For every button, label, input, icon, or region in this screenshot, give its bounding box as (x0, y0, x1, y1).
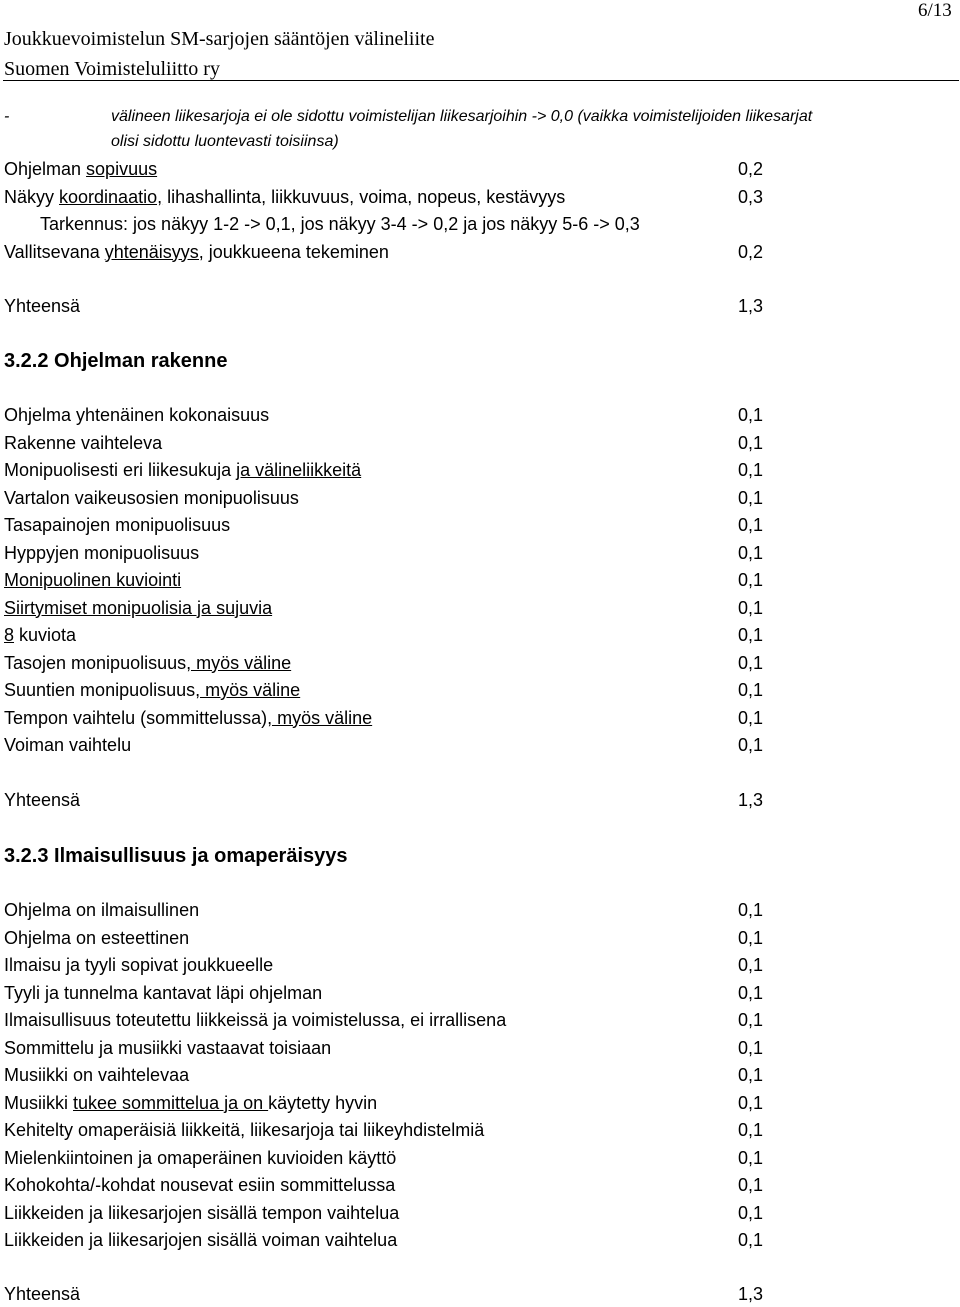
criterion-text: kuviota (14, 625, 77, 645)
criterion-label (4, 927, 189, 949)
criterion-score: 0,1 (738, 570, 764, 590)
criterion-label (4, 1174, 395, 1196)
criterion-text: Vallitsevana (4, 241, 105, 262)
criterion-label (4, 1009, 506, 1031)
criterion-score: 0,1 (738, 927, 764, 948)
criterion-score: 0,1 (738, 460, 764, 480)
criterion-text: Musiikki (4, 1092, 74, 1113)
criterion-score: 0,1 (738, 955, 764, 975)
criterion-text: Tasojen monipuolisuus (4, 652, 187, 673)
criterion-text: käytetty hyvin (268, 1092, 378, 1113)
criterion-underlined-text: tukee sommittelua ja on (73, 1092, 269, 1113)
criterion-underlined-text: koordinaatio, (59, 186, 163, 207)
criterion-underlined-text: ja välineliikkeitä (236, 460, 362, 480)
criterion-score: 0,1 (738, 1092, 764, 1113)
bullet-dash: - (4, 108, 10, 125)
section-323-total-label: Yhteensä (4, 1284, 81, 1304)
criterion-label (4, 597, 272, 619)
criterion-label (4, 186, 565, 208)
criterion-label (4, 487, 299, 509)
criterion-text: Liikkeiden ja liikesarjojen sisällä tempon vaihtelua (4, 1202, 400, 1223)
criterion-label (4, 899, 199, 921)
criterion-underlined-text: sopivuus (86, 159, 158, 179)
bullet-text-line2: olisi sidottu luontevasti toisiinsa) (111, 133, 339, 150)
criterion-score: 0,1 (738, 982, 764, 1003)
criterion-text: Tempon vaihtelu (sommittelussa) (4, 707, 268, 728)
criterion-underlined-text: yhtenäisyys, (104, 241, 204, 262)
criterion-text: Sommittelu ja musiikki vastaavat toisiaan (4, 1037, 332, 1058)
criterion-text: Kohokohta/-kohdat nousevat esiin sommittelussa (4, 1175, 396, 1195)
criterion-score: 0,2 (738, 241, 764, 262)
criterion-label (4, 1092, 377, 1114)
criterion-text: Hyppyjen monipuolisuus (4, 542, 200, 563)
criterion-label (4, 514, 230, 536)
criterion-label (4, 459, 361, 481)
criterion-score: 0,1 (738, 1147, 764, 1168)
criterion-text: Ohjelman (4, 159, 87, 179)
criterion-score: 0,1 (738, 707, 764, 728)
criterion-label (4, 1119, 484, 1141)
criterion-score: 0,1 (738, 1037, 764, 1058)
criterion-text: Näkyy (4, 186, 60, 207)
criterion-score: 0,1 (738, 680, 764, 700)
criterion-label (4, 569, 181, 591)
criterion-label (4, 241, 389, 263)
criterion-text: Ohjelma on ilmaisullinen (4, 900, 200, 920)
criterion-score: 0,1 (738, 1175, 764, 1195)
criterion-score: 0,1 (738, 1120, 764, 1140)
criterion-underlined-text: 8 (4, 625, 15, 645)
criterion-text: Ohjelma on esteettinen (4, 927, 190, 948)
criterion-text: joukkueena tekeminen (203, 241, 389, 262)
criterion-label (4, 1064, 189, 1086)
criterion-text: Voiman vaihtelu (4, 735, 132, 755)
criterion-text: lihashallinta, liikkuvuus, voima, nopeus, kestävyys (162, 186, 566, 207)
criterion-label (4, 954, 273, 976)
criterion-label (4, 1202, 399, 1224)
criterion-label (4, 158, 157, 180)
criterion-score: 0,1 (738, 735, 764, 755)
criterion-score: 0,1 (738, 405, 764, 425)
criterion-label (4, 734, 131, 756)
criterion-text: Rakenne vaihteleva (4, 432, 163, 453)
criterion-underlined-text: Siirtymiset monipuolisia ja sujuvia (4, 597, 273, 618)
criterion-text: Mielenkiintoinen ja omaperäinen kuvioiden käyttö (4, 1147, 397, 1168)
criterion-label (4, 432, 162, 454)
criterion-underlined-text: , myös väline (267, 707, 373, 728)
section-322-total-label: Yhteensä (4, 790, 81, 810)
criterion-text: Tarkennus: jos näkyy 1-2 -> 0,1, jos näkyy 3-4 -> 0,2 ja jos näkyy 5-6 -> 0,3 (40, 214, 640, 234)
header-organization: Suomen Voimisteluliitto ry (4, 58, 220, 80)
criterion-label (4, 542, 199, 564)
criterion-text: Liikkeiden ja liikesarjojen sisällä voiman vaihtelua (4, 1230, 398, 1250)
criterion-label (4, 1147, 396, 1169)
criterion-score: 0,1 (738, 432, 764, 453)
criterion-text: Tyyli ja tunnelma kantavat läpi ohjelman (4, 982, 323, 1003)
bullet-text-line1: välineen liikesarjoja ei ole sidottu voimistelijan liikesarjoihin -> 0,0 (vaikka voimistelijoiden liikesarjat (111, 108, 813, 125)
criterion-score: 0,1 (738, 597, 764, 618)
criterion-score: 0,1 (738, 487, 764, 508)
criterion-score: 0,2 (738, 159, 764, 179)
section-322-total-value: 1,3 (738, 790, 764, 810)
criterion-text: Ohjelma yhtenäinen kokonaisuus (4, 405, 270, 425)
criterion-score: 0,1 (738, 625, 764, 645)
criterion-label (40, 213, 640, 235)
criterion-text: Suuntien monipuolisuus (4, 680, 196, 700)
criterion-score: 0,1 (738, 900, 764, 920)
criterion-score: 0,1 (738, 1202, 764, 1223)
criterion-score: 0,1 (738, 1065, 764, 1085)
section-323-total-value: 1,3 (738, 1284, 764, 1304)
section-323-heading: 3.2.3 Ilmaisullisuus ja omaperäisyys (4, 845, 348, 867)
criterion-label (4, 1037, 331, 1059)
criterion-text: Ilmaisullisuus toteutettu liikkeissä ja voimistelussa, ei irrallisena (4, 1010, 507, 1030)
criterion-score: 0,1 (738, 542, 764, 563)
criterion-text: Vartalon vaikeusosien monipuolisuus (4, 487, 299, 508)
criterion-label (4, 652, 291, 674)
page-number: 6/13 (918, 0, 952, 21)
criterion-label (4, 982, 322, 1004)
criterion-underlined-text: , myös väline (186, 652, 292, 673)
criterion-score: 0,3 (738, 186, 764, 207)
section-322-heading: 3.2.2 Ohjelman rakenne (4, 350, 228, 372)
criterion-label (4, 624, 76, 646)
intro-total-label: Yhteensä (4, 296, 81, 316)
criterion-text: Kehitelty omaperäisiä liikkeitä, liikesarjoja tai liikeyhdistelmiä (4, 1120, 485, 1140)
criterion-text: Tasapainojen monipuolisuus (4, 515, 231, 535)
criterion-label (4, 679, 300, 701)
criterion-score: 0,1 (738, 1230, 764, 1250)
header-title: Joukkuevoimistelun SM-sarjojen sääntöjen välineliite (4, 28, 435, 50)
criterion-label (4, 404, 269, 426)
criterion-underlined-text: , myös väline (195, 680, 301, 700)
criterion-text: Ilmaisu ja tyyli sopivat joukkueelle (4, 955, 274, 975)
criterion-label (4, 707, 372, 729)
criterion-text: Musiikki on vaihtelevaa (4, 1065, 190, 1085)
criterion-score: 0,1 (738, 515, 764, 535)
header-divider (3, 80, 959, 81)
criterion-score: 0,1 (738, 652, 764, 673)
criterion-underlined-text: Monipuolinen kuviointi (4, 570, 182, 590)
criterion-score: 0,1 (738, 1010, 764, 1030)
criterion-text: Monipuolisesti eri liikesukuja (4, 460, 237, 480)
criterion-label (4, 1229, 397, 1251)
intro-total-value: 1,3 (738, 296, 764, 316)
